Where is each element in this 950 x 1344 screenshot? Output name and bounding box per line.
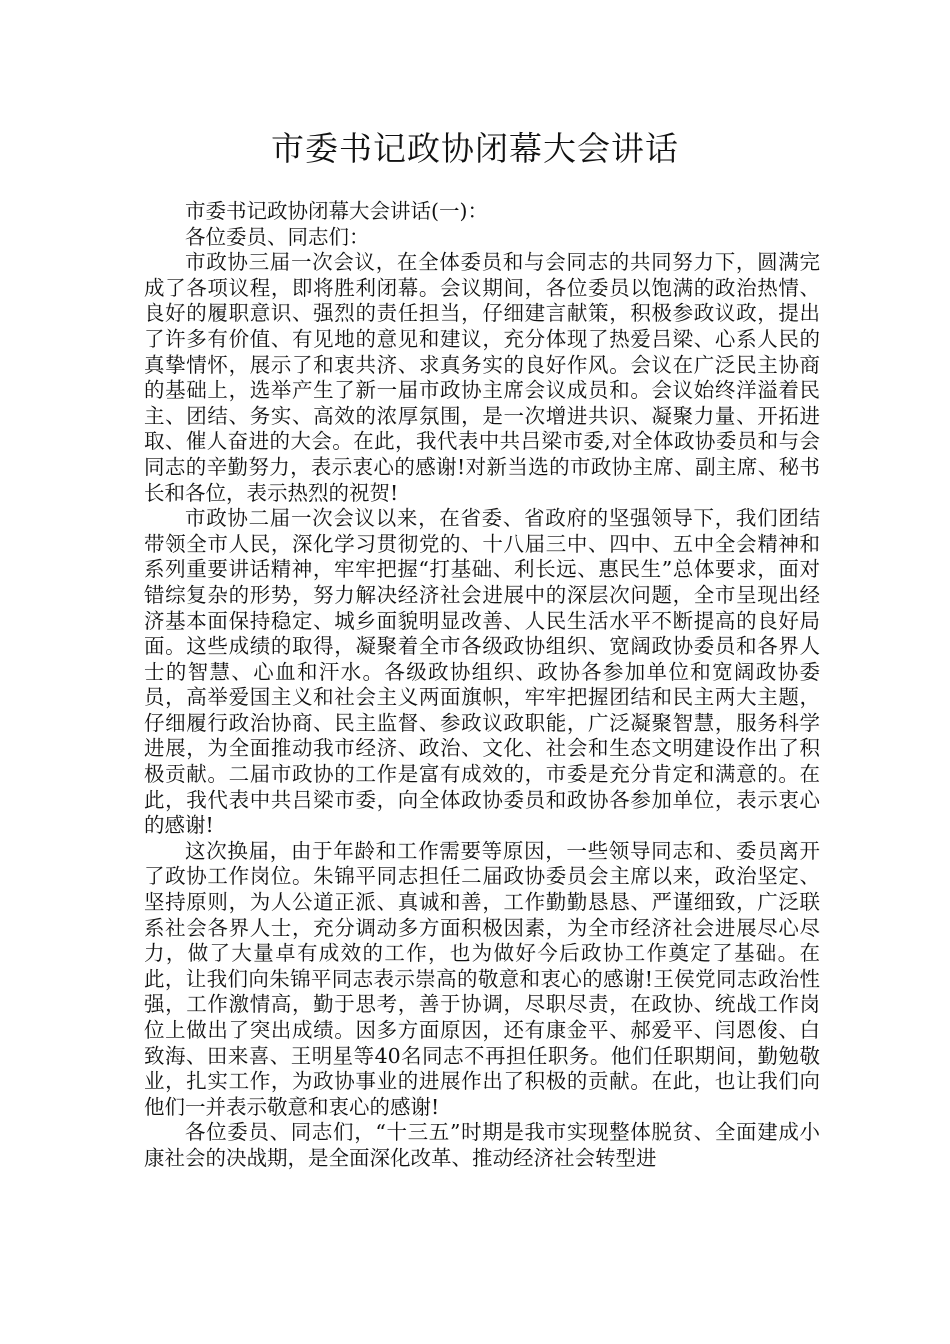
paragraph-2: 市政协二届一次会议以来，在省委、省政府的坚强领导下，我们团结带领全市人民，深化学习贯彻党的、十八届三中、四中、五中全会精神和系列重要讲话精神，牢牢把握“打基础、利长远、惠民生”总体要求，面对错综复杂的形势，努力解决经济社会进展中的深层次问题，全市呈现出经济基本面保持稳定、城乡面貌明显改善、人民生活水平不断提高的良好局面。这些成绩的取得，凝聚着全市各级政协组织、宽阔政协委员和各界人士的智慧、心血和汗水。各级政协组织、政协各参加单位和宽阔政协委员，高举爱国主义和社会主义两面旗帜，牢牢把握团结和民主两大主题，仔细履行政治协商、民主监督、参政议政职能，广泛凝聚智慧，服务科学进展，为全面推动我市经济、政治、文化、社会和生态文明建设作出了积极贡献。二届市政协的工作是富有成效的，市委是充分肯定和满意的。在此，我代表中共吕梁市委，向全体政协委员和政协各参加单位，表示衷心的感谢!: [144, 506, 820, 838]
document-title: 市委书记政协闭幕大会讲话: [271, 129, 679, 168]
document-subtitle: 市委书记政协闭幕大会讲话(一)：: [185, 199, 488, 223]
document-body: [144, 199, 820, 1172]
paragraph-1: 市政协三届一次会议，在全体委员和与会同志的共同努力下，圆满完成了各项议程，即将胜利闭幕。会议期间，各位委员以饱满的政治热情、良好的履职意识、强烈的责任担当，仔细建言献策，积极参政议政，提出了许多有价值、有见地的意见和建议，充分体现了热爱吕梁、心系人民的真挚情怀，展示了和衷共济、求真务实的良好作风。会议在广泛民主协商的基础上，选举产生了新一届市政协主席会议成员和。会议始终洋溢着民主、团结、务实、高效的浓厚氛围，是一次增进共识、凝聚力量、开拓进取、催人奋进的大会。在此，我代表中共吕梁市委,对全体政协委员和与会同志的辛勤努力，表示衷心的感谢!对新当选的市政协主席、副主席、秘书长和各位，表示热烈的祝贺!: [144, 250, 820, 505]
paragraph-3: 这次换届，由于年龄和工作需要等原因，一些领导同志和、委员离开了政协工作岗位。朱锦平同志担任二届政协委员会主席以来，政治坚定、坚持原则，为人公道正派、真诚和善，工作勤勤恳恳、严谨细致，广泛联系社会各界人士，充分调动多方面积极因素，为全市经济社会进展尽心尽力，做了大量卓有成效的工作，也为做好今后政协工作奠定了基础。在此，让我们向朱锦平同志表示崇高的敬意和衷心的感谢!王侯党同志政治性强，工作激情高，勤于思考，善于协调，尽职尽责，在政协、统战工作岗位上做出了突出成绩。因多方面原因，还有康金平、郝爱平、闫恩俊、白致海、田来喜、王明星等40名同志不再担任职务。他们任职期间，勤勉敬业，扎实工作，为政协事业的进展作出了积极的贡献。在此，也让我们向他们一并表示敬意和衷心的感谢!: [144, 838, 820, 1119]
paragraph-4: 各位委员、同志们，“十三五”时期是我市实现整体脱贫、全面建成小康社会的决战期，是全面深化改革、推动经济社会转型进: [144, 1120, 820, 1170]
salutation: 各位委员、同志们：: [185, 224, 370, 249]
